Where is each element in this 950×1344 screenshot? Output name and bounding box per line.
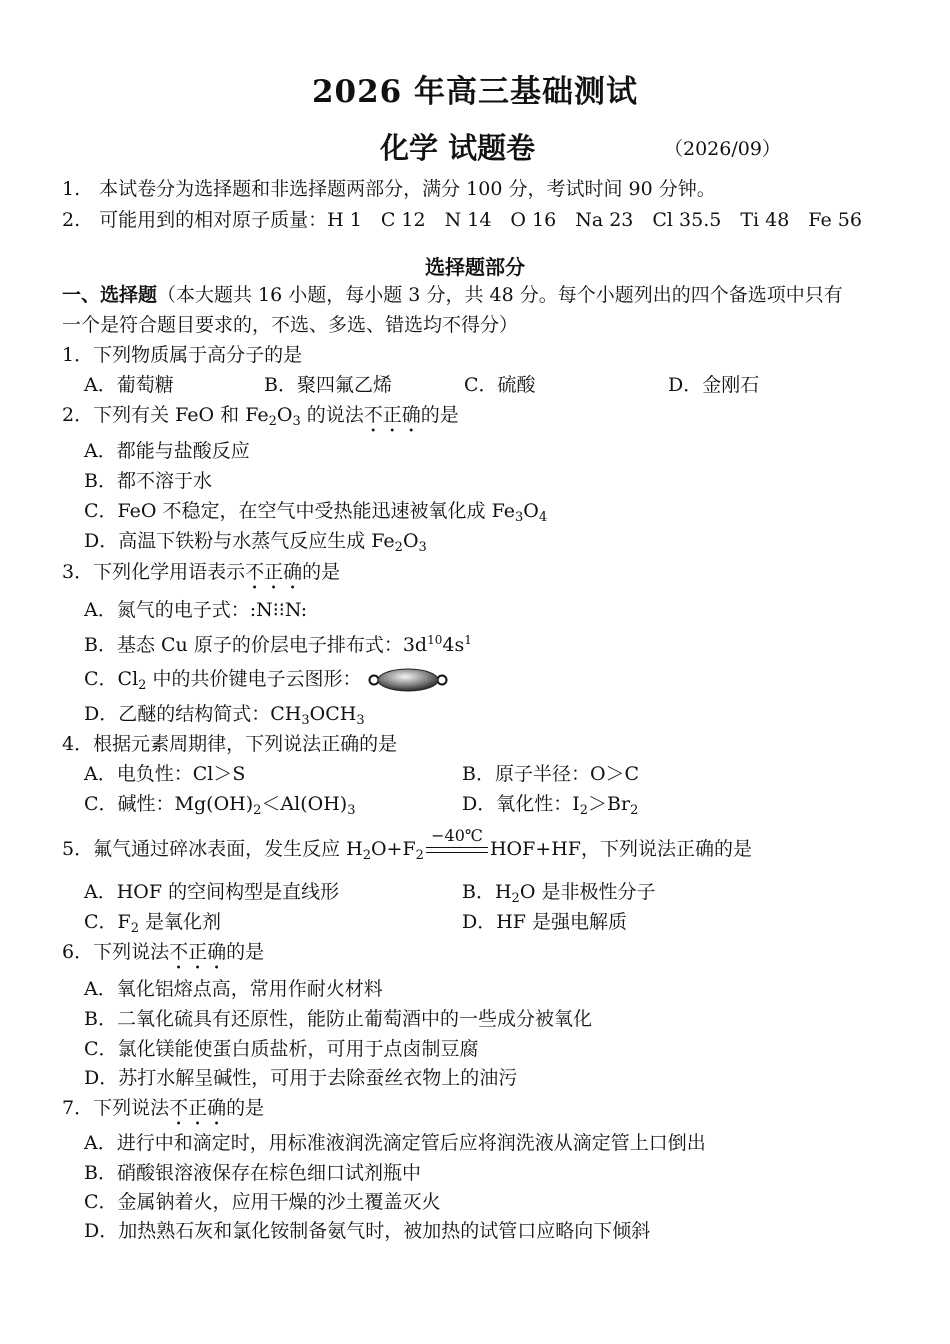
q2-emphasis: 不正确	[363, 404, 421, 426]
q3-d-sub: 3	[356, 713, 365, 728]
q3-d-sub: 3	[301, 713, 310, 728]
q7-end: 的是	[226, 1097, 265, 1119]
q2-stem	[62, 403, 459, 437]
q5-text: 5．氟气通过碎冰表面，发生反应 H	[62, 838, 363, 860]
q3-option-b	[84, 633, 472, 657]
q4-option-d	[462, 792, 638, 816]
q7-option-c: C．金属钠着火，应用干燥的沙土覆盖灭火	[84, 1191, 441, 1213]
electron-cloud-image	[368, 667, 448, 693]
q4-d-text: D．氧化性：I	[462, 793, 580, 815]
q2-d-sub: 2	[394, 540, 403, 555]
q4-option-a: A．电负性：Cl＞S	[84, 763, 246, 785]
q6-option-c: C．氯化镁能使蛋白质盐析，可用于点卤制豆腐	[84, 1038, 479, 1060]
q7-num: 7．下列说法	[62, 1097, 170, 1119]
q2-option-a: A．都能与盐酸反应	[84, 440, 250, 462]
q1-stem: 1．下列物质属于高分子的是	[62, 344, 303, 366]
q5-c-sub: 2	[130, 921, 140, 936]
q2-feo: FeO	[175, 404, 215, 426]
q1-option-b: B．聚四氟乙烯	[264, 374, 392, 396]
q7-option-a: A．进行中和滴定时，用标准液润洗滴定管后应将润洗液从滴定管上口倒出	[84, 1132, 706, 1154]
reaction-condition-arrow	[424, 826, 490, 862]
q2-d-sub: 3	[418, 540, 427, 555]
q5-c-post: 是氧化剂	[139, 911, 222, 933]
subject-title: 化学 试题卷	[380, 131, 536, 165]
q3-option-a	[84, 598, 307, 622]
q3-a-formula: :N⁝⁝N:	[249, 599, 308, 621]
q6-num: 6．下列说法	[62, 941, 170, 963]
q3-end: 的是	[302, 561, 341, 583]
q3-c-post: 中的共价键电子云图形：	[146, 668, 362, 690]
exam-title: 2026 年高三基础测试	[311, 74, 639, 110]
q7-option-d: D．加热熟石灰和氯化铵制备氨气时，被加热的试管口应略向下倾斜	[84, 1220, 651, 1242]
q4-option-c	[84, 792, 355, 816]
q2-option-b: B．都不溶于水	[84, 470, 212, 492]
q4-d-mid: ＞Br	[588, 793, 631, 815]
q2-c-o: O	[523, 500, 539, 522]
q3-num: 3．下列化学用语表示	[62, 561, 246, 583]
q2-c-sub: 4	[538, 510, 548, 525]
q3-b-sup: 1	[464, 633, 472, 647]
section-title: 选择题部分	[425, 255, 525, 279]
q3-d-mid: OCH	[309, 703, 357, 725]
note-1: 1. 本试卷分为选择题和非选择题两部分，满分 100 分，考试时间 90 分钟。	[62, 178, 716, 200]
q6-option-b: B．二氧化硫具有还原性，能防止葡萄酒中的一些成分被氧化	[84, 1008, 592, 1030]
q4-c-text: C．碱性：Mg(OH)	[84, 793, 254, 815]
q3-b-mid: 4s	[442, 634, 465, 656]
q5-b-post: O 是非极性分子	[519, 881, 656, 903]
q7-option-b: B．硝酸银溶液保存在棕色细口试剂瓶中	[84, 1162, 421, 1184]
part1-desc-1: （本大题共 16 小题，每小题 3 分，共 48 分。每个小题列出的四个备选项中只有	[157, 284, 843, 306]
part1-heading	[62, 283, 843, 307]
q5-stem	[62, 826, 752, 863]
q5-mid: O+F	[370, 838, 416, 860]
q5-sub: 2	[415, 848, 424, 863]
q4-stem: 4．根据元素周期律，下列说法正确的是	[62, 733, 398, 755]
q1-option-c: C．硫酸	[464, 374, 536, 396]
q3-a-text: A．氮气的电子式：	[84, 599, 250, 621]
q2-sub: 2	[268, 414, 277, 429]
q5-c-text: C．F	[84, 911, 131, 933]
q1-option-d: D．金刚石	[668, 374, 760, 396]
q3-emphasis: 不正确	[245, 561, 303, 583]
q5-option-a: A．HOF 的空间构型是直线形	[84, 881, 340, 903]
exam-date: （2026/09）	[664, 138, 781, 160]
q5-option-c	[84, 910, 221, 934]
q5-b-sub: 2	[511, 891, 520, 906]
q2-c-text: C．FeO 不稳定，在空气中受热能迅速被氧化成 Fe	[84, 500, 515, 522]
q3-option-d	[84, 702, 365, 726]
q2-and: 和 Fe	[214, 404, 269, 426]
q6-end: 的是	[226, 941, 265, 963]
q2-d-text: D．高温下铁粉与水蒸气反应生成 Fe	[84, 530, 395, 552]
q6-option-a: A．氧化铝熔点高，常用作耐火材料	[84, 978, 383, 1000]
q2-option-d	[84, 529, 427, 553]
equals-line	[426, 847, 488, 848]
q4-c-sub: 3	[347, 803, 356, 818]
q3-b-text: B．基态 Cu 原子的价层电子排布式：3d	[84, 634, 428, 656]
q2-c-sub: 3	[514, 510, 524, 525]
q2-d-o: O	[402, 530, 419, 552]
q3-c-sub: 2	[138, 678, 147, 693]
equals-line	[426, 852, 488, 853]
q5-sub: 2	[362, 848, 371, 863]
q2-option-c	[84, 499, 547, 523]
q7-stem	[62, 1096, 264, 1130]
q2-end: 的是	[420, 404, 459, 426]
reaction-condition: −40℃	[431, 826, 483, 845]
q2-o: O	[276, 404, 293, 426]
q6-emphasis: 不正确	[169, 941, 227, 963]
q3-b-sup: 10	[427, 633, 443, 647]
q5-option-d: D．HF 是强电解质	[462, 911, 628, 933]
q2-sub: 3	[292, 414, 301, 429]
q3-d-text: D．乙醚的结构简式：CH	[84, 703, 302, 725]
q4-d-sub: 2	[579, 803, 589, 818]
q6-stem	[62, 940, 264, 974]
q5-post: HOF+HF，下列说法正确的是	[489, 838, 752, 860]
q5-b-text: B．H	[462, 881, 512, 903]
q5-option-b	[462, 880, 655, 904]
part1-label: 一、选择题	[62, 284, 158, 306]
q4-c-mid: ＜Al(OH)	[261, 793, 348, 815]
q1-option-a: A．葡萄糖	[84, 374, 174, 396]
q3-c-text: C．Cl	[84, 668, 139, 690]
q2-num: 2．下列有关	[62, 404, 176, 426]
q2-rest: 的说法	[300, 404, 364, 426]
q3-option-c	[84, 667, 448, 693]
q6-option-d: D．苏打水解呈碱性，可用于去除蚕丝衣物上的油污	[84, 1067, 518, 1089]
q4-option-b: B．原子半径：O＞C	[462, 763, 640, 785]
q3-stem	[62, 560, 340, 594]
part1-desc-2: 一个是符合题目要求的，不选、多选、错选均不得分）	[62, 314, 519, 336]
note-2: 2. 可能用到的相对原子质量：H 1 C 12 N 14 O 16 Na 23 Cl 35.5 Ti 48 Fe 56	[62, 209, 862, 231]
q7-emphasis: 不正确	[169, 1097, 227, 1119]
q4-d-sub: 2	[630, 803, 639, 818]
q4-c-sub: 2	[253, 803, 262, 818]
